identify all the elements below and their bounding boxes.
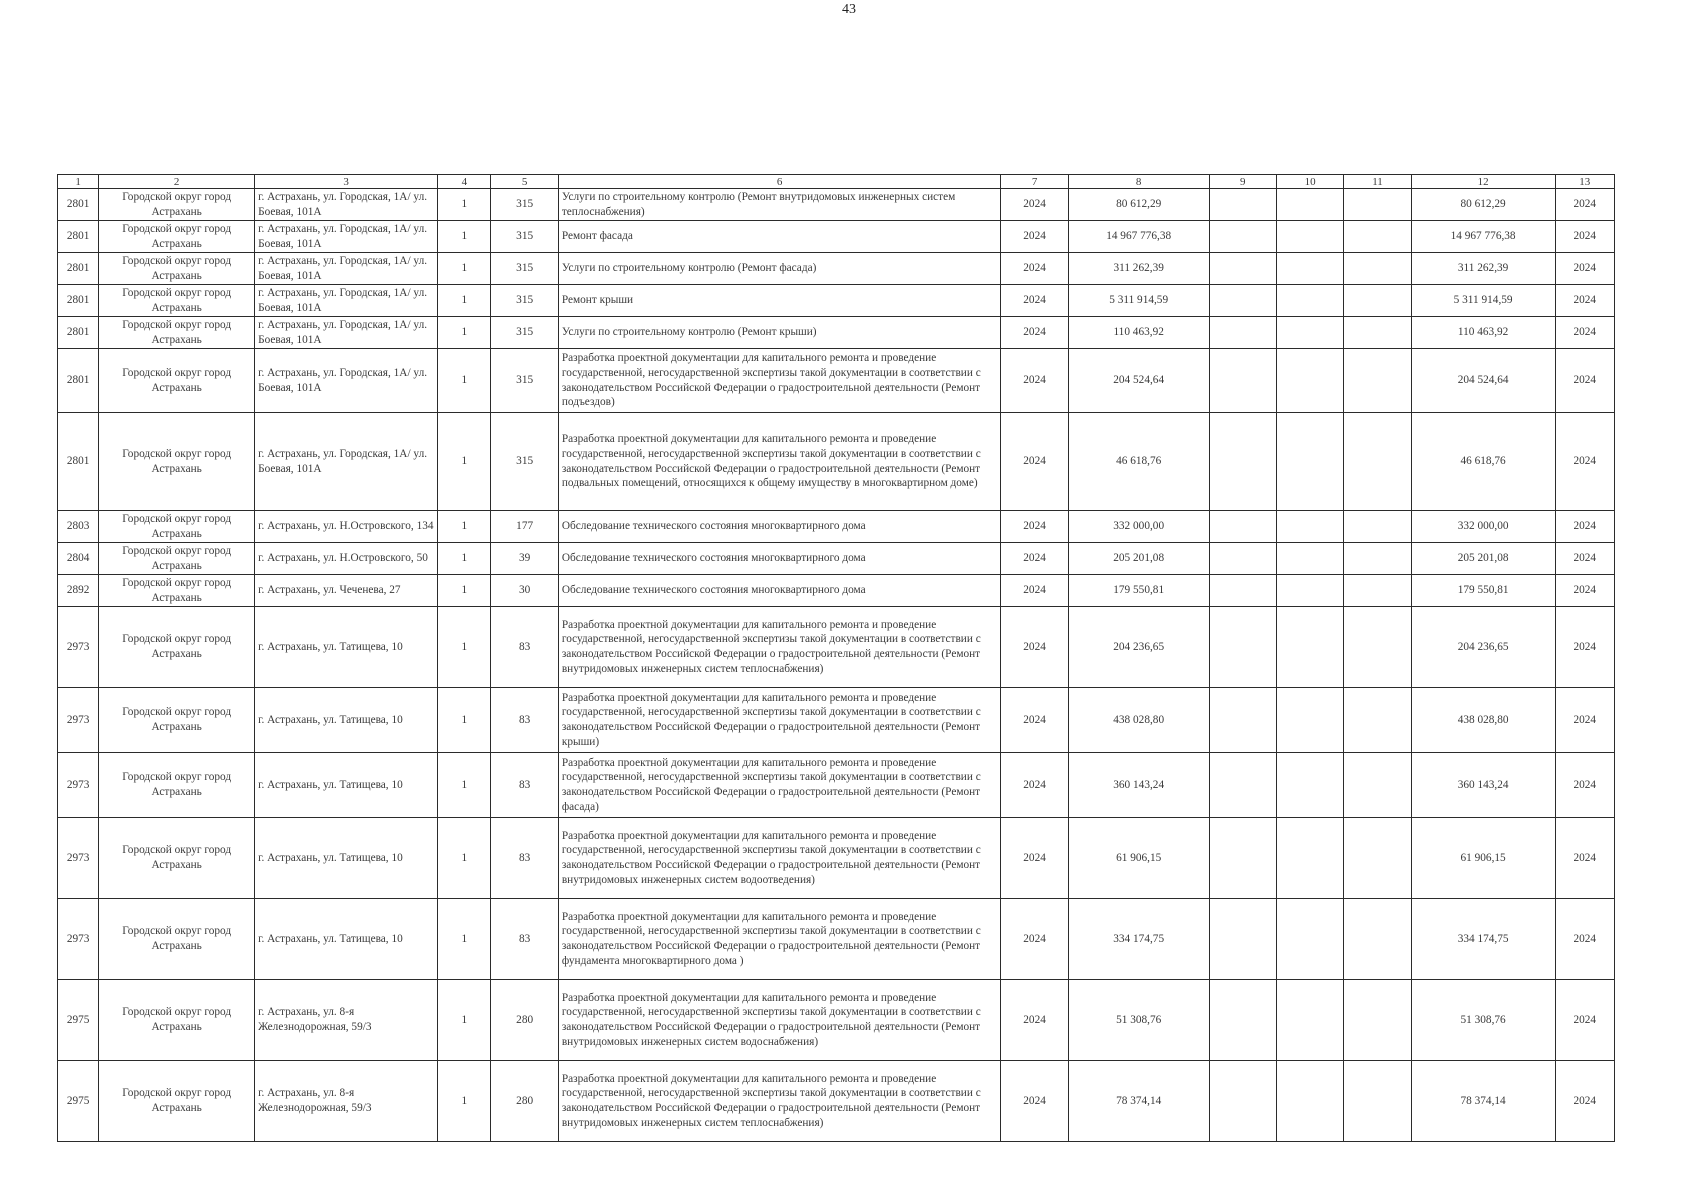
cell-col11 (1344, 221, 1411, 253)
table-row (58, 413, 1615, 511)
cell-cost: 334 174,75 (1411, 899, 1555, 980)
cell-col5: 177 (491, 511, 558, 543)
cell-total-cost: 360 143,24 (1068, 753, 1209, 818)
cell-number: 2801 (58, 285, 99, 317)
cell-col4: 1 (438, 688, 491, 753)
cell-year: 2024 (1001, 1061, 1068, 1142)
column-header: 6 (558, 175, 1001, 189)
cell-number: 2973 (58, 753, 99, 818)
cell-work-type: Разработка проектной документации для капитального ремонта и проведение государственной, негосударственной экспертизы такой документации в соответствии с законодательством Российской Федерации о градостроительной деятельности (Ремонт внутридомовых инженерных систем теплоснабжения) (558, 607, 1001, 688)
cell-cost: 311 262,39 (1411, 253, 1555, 285)
cell-col4: 1 (438, 349, 491, 413)
cell-col9 (1209, 317, 1276, 349)
table-row (58, 189, 1615, 221)
cell-number: 2801 (58, 253, 99, 285)
cell-municipality: Городской округ город Астрахань (99, 575, 255, 607)
cell-address: г. Астрахань, ул. Н.Островского, 134 (255, 511, 438, 543)
cell-work-type: Разработка проектной документации для капитального ремонта и проведение государственной, негосударственной экспертизы такой документации в соответствии с законодательством Российской Федерации о градостроительной деятельности (Ремонт подъездов) (558, 349, 1001, 413)
cell-cost: 78 374,14 (1411, 1061, 1555, 1142)
cell-col5: 83 (491, 607, 558, 688)
cell-work-type: Услуги по строительному контролю (Ремонт внутридомовых инженерных систем теплоснабжения) (558, 189, 1001, 221)
column-header: 9 (1209, 175, 1276, 189)
cell-col4: 1 (438, 253, 491, 285)
table-row (58, 1061, 1615, 1142)
cell-cost: 110 463,92 (1411, 317, 1555, 349)
cell-completion-year: 2024 (1555, 543, 1614, 575)
table-row (58, 899, 1615, 980)
cell-col11 (1344, 899, 1411, 980)
cell-col5: 83 (491, 899, 558, 980)
cell-number: 2973 (58, 818, 99, 899)
cell-address: г. Астрахань, ул. Городская, 1А/ ул. Боевая, 101А (255, 317, 438, 349)
cell-completion-year: 2024 (1555, 607, 1614, 688)
cell-number: 2801 (58, 221, 99, 253)
cell-col9 (1209, 575, 1276, 607)
cell-municipality: Городской округ город Астрахань (99, 189, 255, 221)
table-row (58, 607, 1615, 688)
cell-col10 (1276, 899, 1343, 980)
cell-col11 (1344, 1061, 1411, 1142)
cell-col10 (1276, 575, 1343, 607)
cell-col9 (1209, 543, 1276, 575)
cell-municipality: Городской округ город Астрахань (99, 285, 255, 317)
cell-col9 (1209, 818, 1276, 899)
cell-col5: 315 (491, 189, 558, 221)
cell-completion-year: 2024 (1555, 980, 1614, 1061)
table-row (58, 980, 1615, 1061)
table-row (58, 221, 1615, 253)
cell-completion-year: 2024 (1555, 413, 1614, 511)
cell-col9 (1209, 980, 1276, 1061)
cell-col10 (1276, 349, 1343, 413)
column-header: 11 (1344, 175, 1411, 189)
cell-number: 2803 (58, 511, 99, 543)
cell-municipality: Городской округ город Астрахань (99, 899, 255, 980)
column-header: 7 (1001, 175, 1068, 189)
cell-col10 (1276, 317, 1343, 349)
cell-col11 (1344, 349, 1411, 413)
cell-col11 (1344, 688, 1411, 753)
cell-total-cost: 78 374,14 (1068, 1061, 1209, 1142)
cell-col10 (1276, 980, 1343, 1061)
cell-col11 (1344, 980, 1411, 1061)
table-row (58, 317, 1615, 349)
column-header: 13 (1555, 175, 1614, 189)
cell-work-type: Разработка проектной документации для капитального ремонта и проведение государственной, негосударственной экспертизы такой документации в соответствии с законодательством Российской Федерации о градостроительной деятельности (Ремонт крыши) (558, 688, 1001, 753)
cell-work-type: Услуги по строительному контролю (Ремонт фасада) (558, 253, 1001, 285)
cell-cost: 204 524,64 (1411, 349, 1555, 413)
table-row (58, 285, 1615, 317)
cell-col5: 39 (491, 543, 558, 575)
cell-year: 2024 (1001, 575, 1068, 607)
cell-address: г. Астрахань, ул. 8-я Железнодорожная, 59/3 (255, 980, 438, 1061)
cell-completion-year: 2024 (1555, 575, 1614, 607)
column-header: 1 (58, 175, 99, 189)
cell-number: 2801 (58, 317, 99, 349)
cell-address: г. Астрахань, ул. Татищева, 10 (255, 688, 438, 753)
cell-number: 2973 (58, 688, 99, 753)
cell-col10 (1276, 818, 1343, 899)
cell-col9 (1209, 413, 1276, 511)
cell-municipality: Городской округ город Астрахань (99, 253, 255, 285)
cell-number: 2801 (58, 413, 99, 511)
cell-col10 (1276, 543, 1343, 575)
cell-col4: 1 (438, 899, 491, 980)
cell-cost: 61 906,15 (1411, 818, 1555, 899)
cell-col11 (1344, 543, 1411, 575)
cell-col11 (1344, 253, 1411, 285)
cell-total-cost: 110 463,92 (1068, 317, 1209, 349)
cell-year: 2024 (1001, 688, 1068, 753)
cell-completion-year: 2024 (1555, 688, 1614, 753)
column-number-row (58, 175, 1615, 189)
cell-year: 2024 (1001, 980, 1068, 1061)
cell-municipality: Городской округ город Астрахань (99, 753, 255, 818)
cell-col11 (1344, 285, 1411, 317)
cell-address: г. Астрахань, ул. Чеченева, 27 (255, 575, 438, 607)
table-row (58, 575, 1615, 607)
cell-col9 (1209, 189, 1276, 221)
cell-col9 (1209, 285, 1276, 317)
cell-cost: 360 143,24 (1411, 753, 1555, 818)
cell-col9 (1209, 253, 1276, 285)
cell-col4: 1 (438, 753, 491, 818)
cell-cost: 14 967 776,38 (1411, 221, 1555, 253)
table-body (58, 189, 1615, 1142)
cell-work-type: Разработка проектной документации для капитального ремонта и проведение государственной, негосударственной экспертизы такой документации в соответствии с законодательством Российской Федерации о градостроительной деятельности (Ремонт фундамента многоквартирного дома ) (558, 899, 1001, 980)
cell-cost: 179 550,81 (1411, 575, 1555, 607)
cell-address: г. Астрахань, ул. Городская, 1А/ ул. Боевая, 101А (255, 349, 438, 413)
cell-address: г. Астрахань, ул. Городская, 1А/ ул. Боевая, 101А (255, 221, 438, 253)
cell-col9 (1209, 511, 1276, 543)
table-row (58, 511, 1615, 543)
cell-col10 (1276, 511, 1343, 543)
cell-address: г. Астрахань, ул. Татищева, 10 (255, 607, 438, 688)
cell-municipality: Городской округ город Астрахань (99, 511, 255, 543)
cell-cost: 438 028,80 (1411, 688, 1555, 753)
cell-address: г. Астрахань, ул. Городская, 1А/ ул. Боевая, 101А (255, 253, 438, 285)
cell-col4: 1 (438, 575, 491, 607)
cell-col9 (1209, 1061, 1276, 1142)
column-header: 8 (1068, 175, 1209, 189)
cell-col11 (1344, 317, 1411, 349)
cell-col4: 1 (438, 189, 491, 221)
cell-col5: 83 (491, 818, 558, 899)
cell-municipality: Городской округ город Астрахань (99, 607, 255, 688)
cell-col11 (1344, 607, 1411, 688)
table-row (58, 543, 1615, 575)
cell-col5: 280 (491, 980, 558, 1061)
cell-completion-year: 2024 (1555, 253, 1614, 285)
cell-address: г. Астрахань, ул. Городская, 1А/ ул. Боевая, 101А (255, 189, 438, 221)
cell-col4: 1 (438, 543, 491, 575)
cell-total-cost: 205 201,08 (1068, 543, 1209, 575)
cell-number: 2975 (58, 980, 99, 1061)
cell-col9 (1209, 221, 1276, 253)
cell-col11 (1344, 753, 1411, 818)
cell-col10 (1276, 253, 1343, 285)
cell-year: 2024 (1001, 349, 1068, 413)
cell-address: г. Астрахань, ул. Татищева, 10 (255, 818, 438, 899)
cell-col9 (1209, 688, 1276, 753)
cell-col11 (1344, 413, 1411, 511)
cell-work-type: Разработка проектной документации для капитального ремонта и проведение государственной, негосударственной экспертизы такой документации в соответствии с законодательством Российской Федерации о градостроительной деятельности (Ремонт внутридомовых инженерных систем водоснабжения) (558, 980, 1001, 1061)
cell-total-cost: 204 236,65 (1068, 607, 1209, 688)
cell-col10 (1276, 221, 1343, 253)
cell-col9 (1209, 899, 1276, 980)
cell-col11 (1344, 189, 1411, 221)
column-header: 2 (99, 175, 255, 189)
cell-municipality: Городской округ город Астрахань (99, 221, 255, 253)
cell-col4: 1 (438, 980, 491, 1061)
cell-work-type: Разработка проектной документации для капитального ремонта и проведение государственной, негосударственной экспертизы такой документации в соответствии с законодательством Российской Федерации о градостроительной деятельности (Ремонт внутридомовых инженерных систем теплоснабжения) (558, 1061, 1001, 1142)
cell-col5: 315 (491, 349, 558, 413)
cell-municipality: Городской округ город Астрахань (99, 317, 255, 349)
cell-number: 2973 (58, 607, 99, 688)
cell-col4: 1 (438, 1061, 491, 1142)
cell-year: 2024 (1001, 511, 1068, 543)
cell-year: 2024 (1001, 413, 1068, 511)
cell-col4: 1 (438, 413, 491, 511)
cell-work-type: Услуги по строительному контролю (Ремонт крыши) (558, 317, 1001, 349)
cell-cost: 204 236,65 (1411, 607, 1555, 688)
column-header: 12 (1411, 175, 1555, 189)
cell-year: 2024 (1001, 253, 1068, 285)
cell-year: 2024 (1001, 753, 1068, 818)
cell-total-cost: 61 906,15 (1068, 818, 1209, 899)
cell-cost: 332 000,00 (1411, 511, 1555, 543)
cell-col10 (1276, 413, 1343, 511)
cell-cost: 5 311 914,59 (1411, 285, 1555, 317)
cell-address: г. Астрахань, ул. Татищева, 10 (255, 753, 438, 818)
cell-address: г. Астрахань, ул. Н.Островского, 50 (255, 543, 438, 575)
cell-cost: 51 308,76 (1411, 980, 1555, 1061)
cell-completion-year: 2024 (1555, 511, 1614, 543)
cell-address: г. Астрахань, ул. Татищева, 10 (255, 899, 438, 980)
cell-completion-year: 2024 (1555, 317, 1614, 349)
cell-work-type: Обследование технического состояния многоквартирного дома (558, 575, 1001, 607)
cell-completion-year: 2024 (1555, 818, 1614, 899)
cell-year: 2024 (1001, 221, 1068, 253)
cell-municipality: Городской округ город Астрахань (99, 818, 255, 899)
cell-work-type: Разработка проектной документации для капитального ремонта и проведение государственной, негосударственной экспертизы такой документации в соответствии с законодательством Российской Федерации о градостроительной деятельности (Ремонт подвальных помещений, относящихся к общему имуществу в многоквартирном доме) (558, 413, 1001, 511)
cell-cost: 80 612,29 (1411, 189, 1555, 221)
cell-number: 2892 (58, 575, 99, 607)
cell-total-cost: 332 000,00 (1068, 511, 1209, 543)
cell-year: 2024 (1001, 543, 1068, 575)
table-row (58, 253, 1615, 285)
capital-repair-table (57, 174, 1615, 1142)
cell-number: 2973 (58, 899, 99, 980)
cell-total-cost: 204 524,64 (1068, 349, 1209, 413)
cell-col5: 30 (491, 575, 558, 607)
cell-col5: 83 (491, 753, 558, 818)
cell-col5: 315 (491, 413, 558, 511)
column-header: 3 (255, 175, 438, 189)
cell-number: 2804 (58, 543, 99, 575)
cell-col5: 315 (491, 221, 558, 253)
cell-col5: 280 (491, 1061, 558, 1142)
cell-col4: 1 (438, 607, 491, 688)
cell-total-cost: 179 550,81 (1068, 575, 1209, 607)
cell-col10 (1276, 285, 1343, 317)
cell-work-type: Разработка проектной документации для капитального ремонта и проведение государственной, негосударственной экспертизы такой документации в соответствии с законодательством Российской Федерации о градостроительной деятельности (Ремонт внутридомовых инженерных систем водоотведения) (558, 818, 1001, 899)
cell-total-cost: 51 308,76 (1068, 980, 1209, 1061)
column-header: 5 (491, 175, 558, 189)
cell-completion-year: 2024 (1555, 189, 1614, 221)
cell-completion-year: 2024 (1555, 221, 1614, 253)
cell-col4: 1 (438, 285, 491, 317)
cell-col5: 315 (491, 285, 558, 317)
cell-number: 2801 (58, 349, 99, 413)
table-row (58, 349, 1615, 413)
cell-total-cost: 14 967 776,38 (1068, 221, 1209, 253)
cell-year: 2024 (1001, 818, 1068, 899)
page-number: 43 (842, 2, 856, 17)
cell-municipality: Городской округ город Астрахань (99, 543, 255, 575)
column-header: 4 (438, 175, 491, 189)
cell-col11 (1344, 575, 1411, 607)
cell-col10 (1276, 753, 1343, 818)
cell-completion-year: 2024 (1555, 285, 1614, 317)
cell-completion-year: 2024 (1555, 753, 1614, 818)
cell-col9 (1209, 607, 1276, 688)
column-header: 10 (1276, 175, 1343, 189)
cell-total-cost: 46 618,76 (1068, 413, 1209, 511)
cell-col10 (1276, 607, 1343, 688)
cell-completion-year: 2024 (1555, 349, 1614, 413)
cell-total-cost: 438 028,80 (1068, 688, 1209, 753)
cell-address: г. Астрахань, ул. Городская, 1А/ ул. Боевая, 101А (255, 285, 438, 317)
cell-completion-year: 2024 (1555, 899, 1614, 980)
cell-col5: 315 (491, 253, 558, 285)
cell-work-type: Обследование технического состояния многоквартирного дома (558, 543, 1001, 575)
cell-address: г. Астрахань, ул. Городская, 1А/ ул. Боевая, 101А (255, 413, 438, 511)
table-row (58, 818, 1615, 899)
cell-municipality: Городской округ город Астрахань (99, 413, 255, 511)
cell-col4: 1 (438, 818, 491, 899)
cell-cost: 46 618,76 (1411, 413, 1555, 511)
cell-municipality: Городской округ город Астрахань (99, 688, 255, 753)
cell-total-cost: 80 612,29 (1068, 189, 1209, 221)
cell-address: г. Астрахань, ул. 8-я Железнодорожная, 59/3 (255, 1061, 438, 1142)
cell-number: 2975 (58, 1061, 99, 1142)
cell-year: 2024 (1001, 607, 1068, 688)
cell-municipality: Городской округ город Астрахань (99, 349, 255, 413)
cell-col4: 1 (438, 317, 491, 349)
cell-year: 2024 (1001, 285, 1068, 317)
cell-number: 2801 (58, 189, 99, 221)
cell-year: 2024 (1001, 899, 1068, 980)
table-row (58, 753, 1615, 818)
cell-col9 (1209, 753, 1276, 818)
cell-work-type: Ремонт крыши (558, 285, 1001, 317)
cell-col11 (1344, 818, 1411, 899)
cell-col5: 83 (491, 688, 558, 753)
cell-total-cost: 334 174,75 (1068, 899, 1209, 980)
cell-col5: 315 (491, 317, 558, 349)
cell-work-type: Обследование технического состояния многоквартирного дома (558, 511, 1001, 543)
cell-municipality: Городской округ город Астрахань (99, 980, 255, 1061)
cell-work-type: Ремонт фасада (558, 221, 1001, 253)
cell-total-cost: 311 262,39 (1068, 253, 1209, 285)
cell-cost: 205 201,08 (1411, 543, 1555, 575)
cell-col10 (1276, 1061, 1343, 1142)
cell-year: 2024 (1001, 189, 1068, 221)
cell-col4: 1 (438, 511, 491, 543)
cell-col4: 1 (438, 221, 491, 253)
cell-total-cost: 5 311 914,59 (1068, 285, 1209, 317)
cell-year: 2024 (1001, 317, 1068, 349)
cell-col10 (1276, 189, 1343, 221)
table-row (58, 688, 1615, 753)
cell-work-type: Разработка проектной документации для капитального ремонта и проведение государственной, негосударственной экспертизы такой документации в соответствии с законодательством Российской Федерации о градостроительной деятельности (Ремонт фасада) (558, 753, 1001, 818)
cell-col11 (1344, 511, 1411, 543)
cell-col10 (1276, 688, 1343, 753)
cell-completion-year: 2024 (1555, 1061, 1614, 1142)
cell-municipality: Городской округ город Астрахань (99, 1061, 255, 1142)
cell-col9 (1209, 349, 1276, 413)
